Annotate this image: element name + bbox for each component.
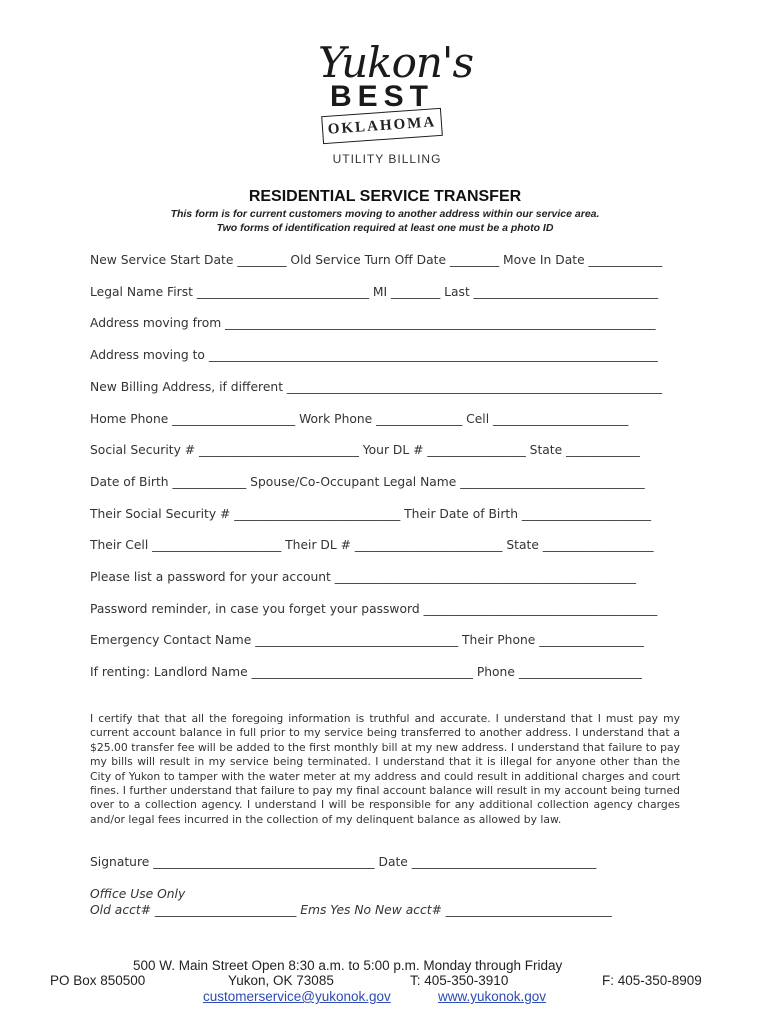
field-row-emergency-contact[interactable]: Emergency Contact Name _________________________________ Their Phone _________________	[90, 633, 644, 647]
footer-fax: F: 405-350-8909	[602, 973, 702, 988]
form-title: RESIDENTIAL SERVICE TRANSFER	[248, 188, 522, 205]
form-subtitle-2: Two forms of identification required at least one must be a photo ID	[216, 222, 554, 234]
footer-email-link[interactable]: customerservice@yukonok.gov	[203, 989, 391, 1004]
footer-city: Yukon, OK 73085	[228, 973, 334, 988]
footer-address-hours: 500 W. Main Street Open 8:30 a.m. to 5:00 p.m. Monday through Friday	[133, 958, 563, 973]
field-row-dob-spouse[interactable]: Date of Birth ____________ Spouse/Co-Occupant Legal Name ______________________________	[90, 475, 645, 489]
office-use-title: Office Use Only	[90, 887, 186, 901]
logo-script-text: Yukon's	[318, 38, 474, 87]
field-row-address-to[interactable]: Address moving to _________________________________________________________________________	[90, 348, 658, 362]
field-row-service-dates[interactable]: New Service Start Date ________ Old Service Turn Off Date ________ Move In Date ____________	[90, 253, 663, 267]
field-row-address-from[interactable]: Address moving from ______________________________________________________________________	[90, 316, 656, 330]
field-row-their-ssn-dob[interactable]: Their Social Security # ___________________________ Their Date of Birth _____________________	[90, 507, 652, 521]
field-row-password[interactable]: Please list a password for your account _________________________________________________	[90, 570, 637, 584]
logo-best-text: BEST	[330, 80, 435, 113]
signature-date-line[interactable]: Signature ____________________________________ Date ______________________________	[90, 855, 597, 869]
field-row-their-cell-dl[interactable]: Their Cell _____________________ Their DL # ________________________ State __________________	[90, 538, 654, 552]
footer-phone: T: 405-350-3910	[410, 973, 509, 988]
footer-pobox: PO Box 850500	[50, 973, 146, 988]
form-subtitle-1: This form is for current customers moving to another address within our service area.	[170, 208, 600, 220]
logo-banner: OKLAHOMA	[321, 108, 443, 144]
footer-web-link[interactable]: www.yukonok.gov	[438, 989, 547, 1004]
field-row-landlord[interactable]: If renting: Landlord Name ____________________________________ Phone ____________________	[90, 665, 642, 679]
field-row-ssn-dl[interactable]: Social Security # __________________________ Your DL # ________________ State ____________	[90, 443, 640, 457]
field-row-password-reminder[interactable]: Password reminder, in case you forget your password ______________________________________	[90, 602, 658, 616]
office-use-line: Old acct# _______________________ Ems Yes No New acct# ___________________________	[90, 903, 612, 917]
field-row-billing-address[interactable]: New Billing Address, if different _____________________________________________________________	[90, 380, 662, 394]
field-row-legal-name[interactable]: Legal Name First ____________________________ MI ________ Last ______________________________	[90, 285, 659, 299]
logo-subtitle: UTILITY BILLING	[332, 152, 442, 166]
field-row-phones[interactable]: Home Phone ____________________ Work Phone ______________ Cell ______________________	[90, 412, 629, 426]
certification-text: I certify that that all the foregoing information is truthful and accurate. I understand that I must pay my current account balance in full prior to my service being transferred to another address. I understand that a $25.00 transfer fee will be added to the first monthly bill at my new address. I understand that failure to pay my bills will result in my service being terminated. I understand that it is illegal for anyone other than the City of Yukon to tamper with the water meter at my address and could result in additional charges and court fines. I further understand that failure to pay my final account balance will result in my account being turned over to a collection agency. I understand I will be responsible for any additional collection agency charges and/or legal fees incurred in the collection of my delinquent balance as allowed by law.	[90, 712, 680, 826]
